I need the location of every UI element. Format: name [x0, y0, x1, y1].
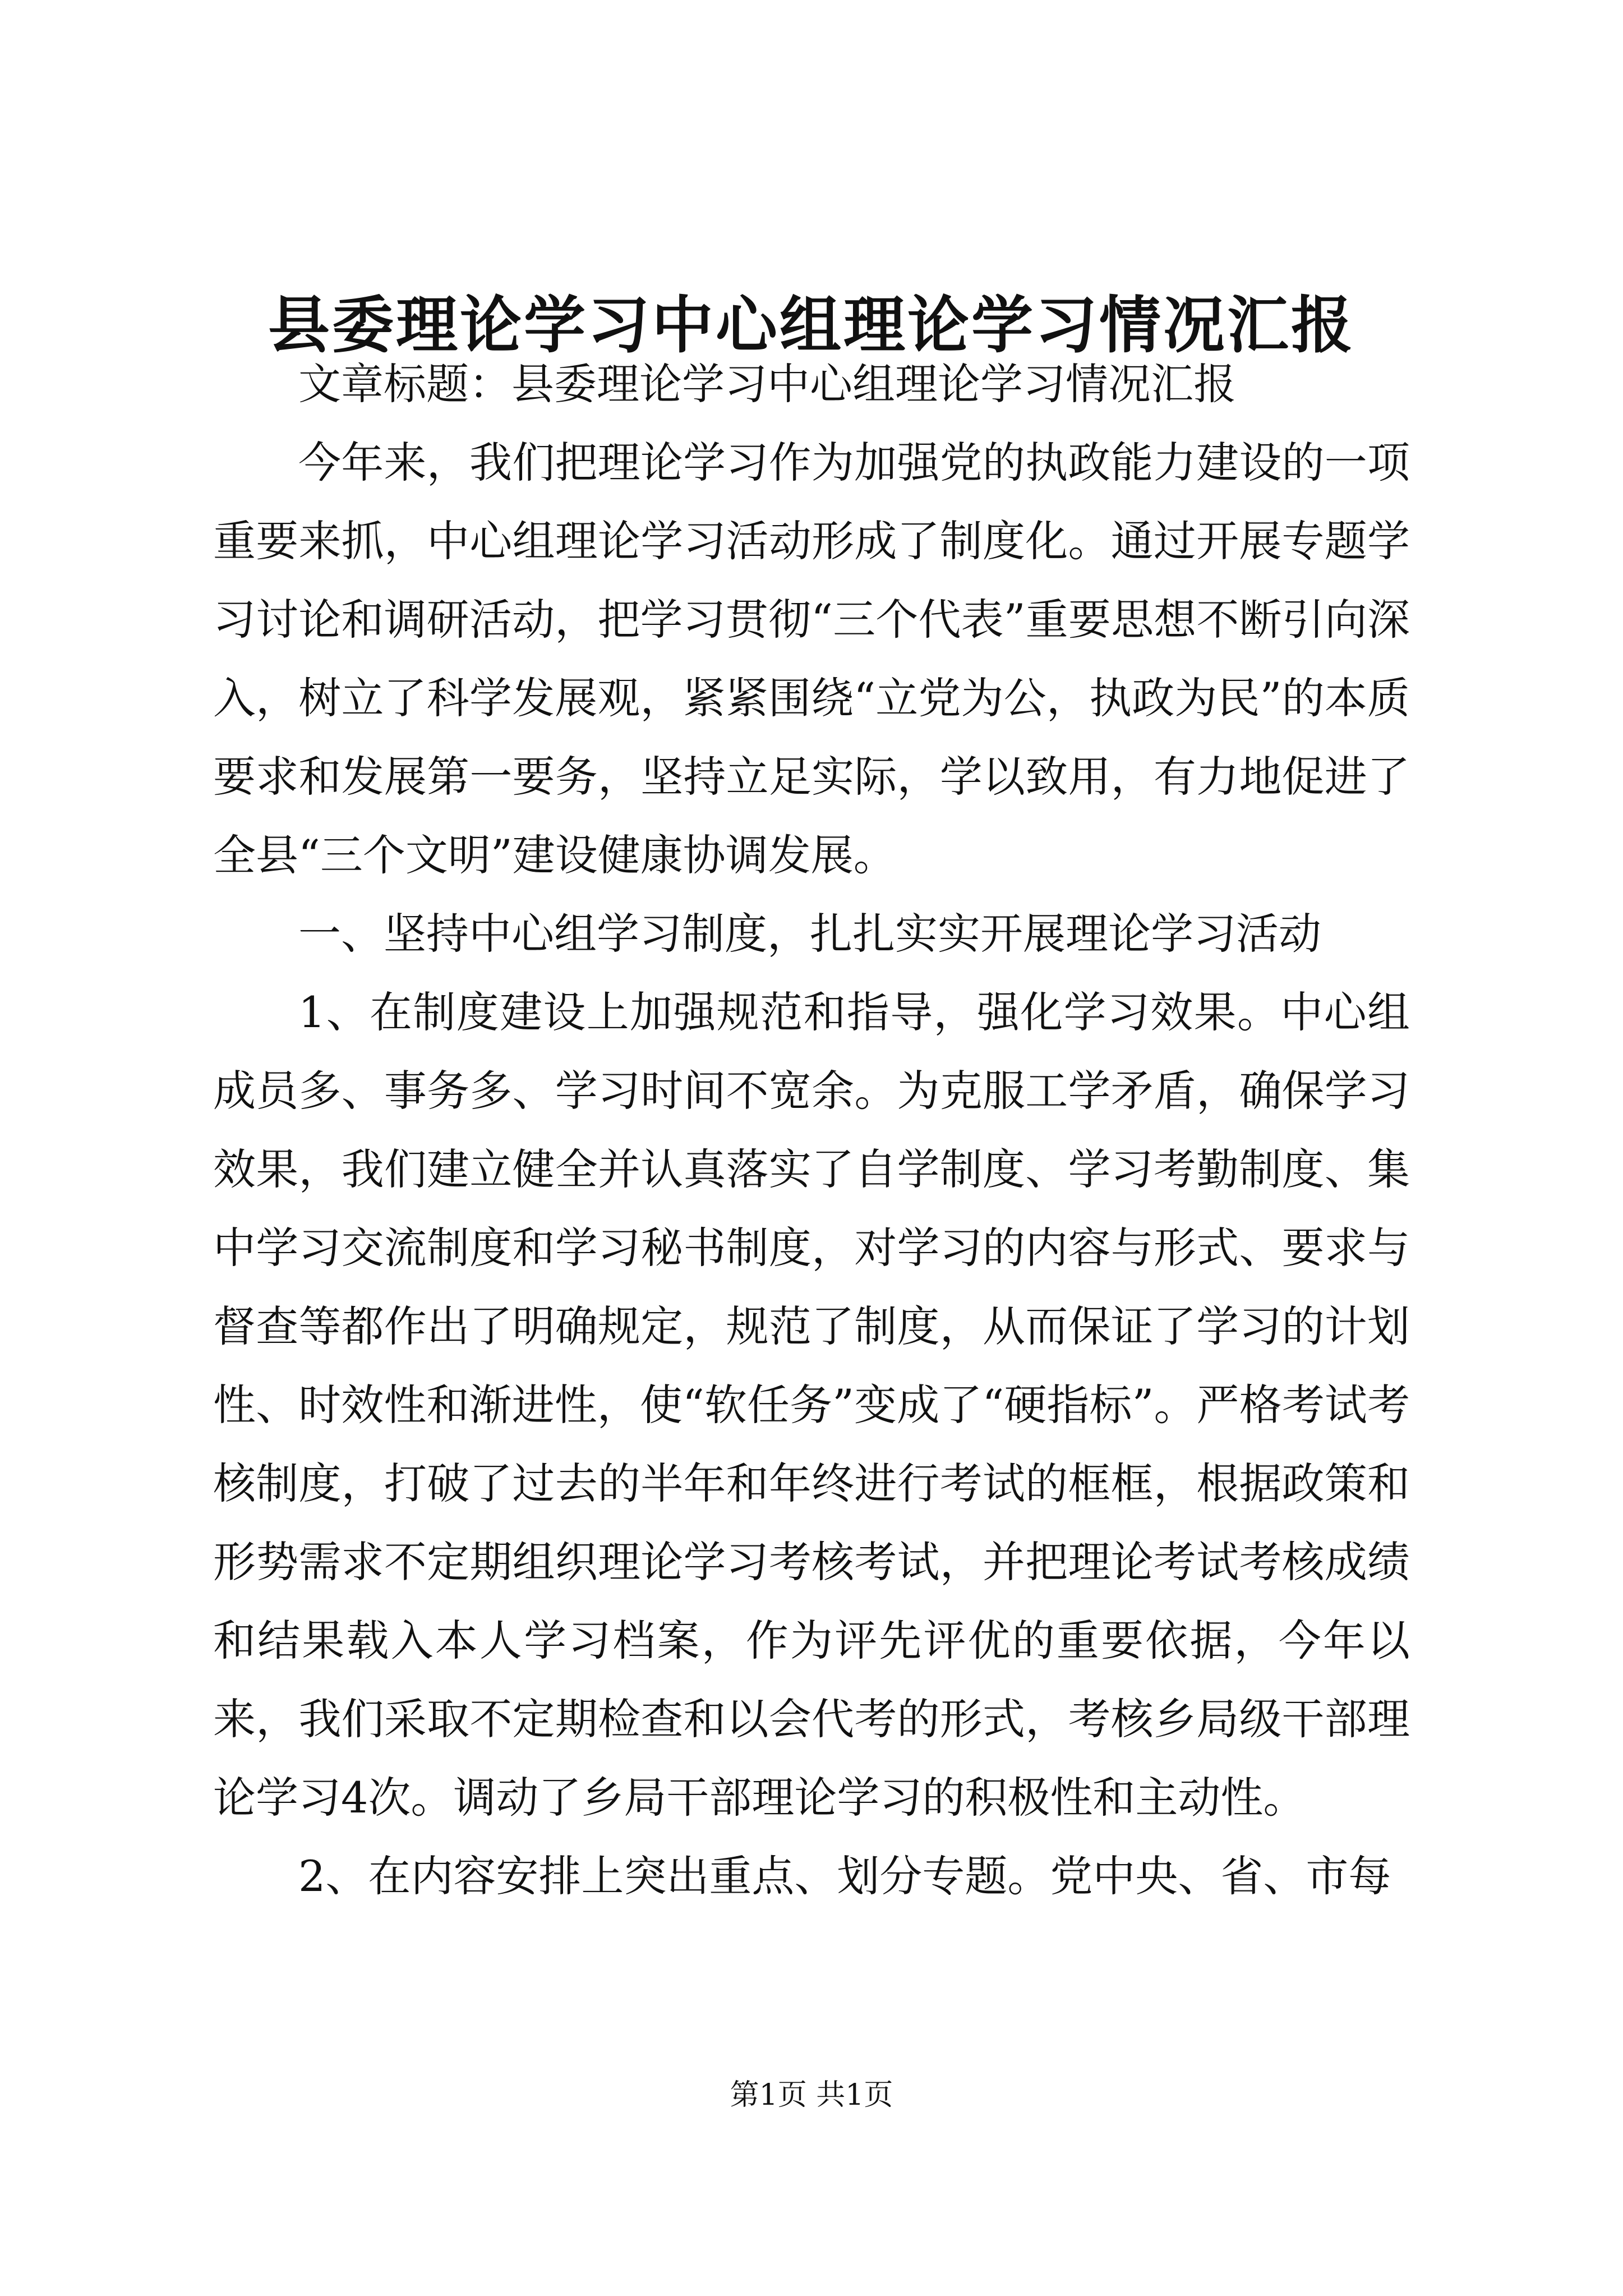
intro-paragraph: 今年来，我们把理论学习作为加强党的执政能力建设的一项重要来抓，中心组理论学习活动形成了制度化。通过开展专题学习讨论和调研活动，把学习贯彻“三个代表”重要思想不断引向深入，树立了科学发展观，紧紧围绕“立党为公，执政为民”的本质要求和发展第一要务，坚持立足实际，学以致用，有力地促进了全县“三个文明”建设健康协调发展。: [213, 438, 1410, 880]
item-2-paragraph: 2、在内容安排上突出重点、划分专题。党中央、省、市每: [298, 1851, 1391, 1901]
page-footer: 第1页 共1页: [730, 2078, 893, 2112]
section-heading-1: 一、坚持中心组学习制度，扎扎实实开展理论学习活动: [298, 909, 1321, 959]
item-1-paragraph: 1、在制度建设上加强规范和指导，强化学习效果。中心组成员多、事务多、学习时间不宽余。为克服工学矛盾，确保学习效果，我们建立健全并认真落实了自学制度、学习考勤制度、集中学习交流制度和学习秘书制度，对学习的内容与形式、要求与督查等都作出了明确规定，规范了制度，从而保证了学习的计划性、时效性和渐进性，使“软任务”变成了“硬指标”。严格考试考核制度，打破了过去的半年和年终进行考试的框框，根据政策和形势需求不定期组织理论学习考核考试，并把理论考试考核成绩和结果载入本人学习档案，作为评先评优的重要依据，今年以来，我们采取不定期检查和以会代考的形式，考核乡局级干部理论学习4次。调动了乡局干部理论学习的积极性和主动性。: [213, 987, 1410, 1823]
article-title-line: 文章标题：县委理论学习中心组理论学习情况汇报: [298, 359, 1236, 409]
document-title: 县委理论学习中心组理论学习情况汇报: [268, 289, 1355, 361]
document-body: [213, 345, 1410, 1916]
